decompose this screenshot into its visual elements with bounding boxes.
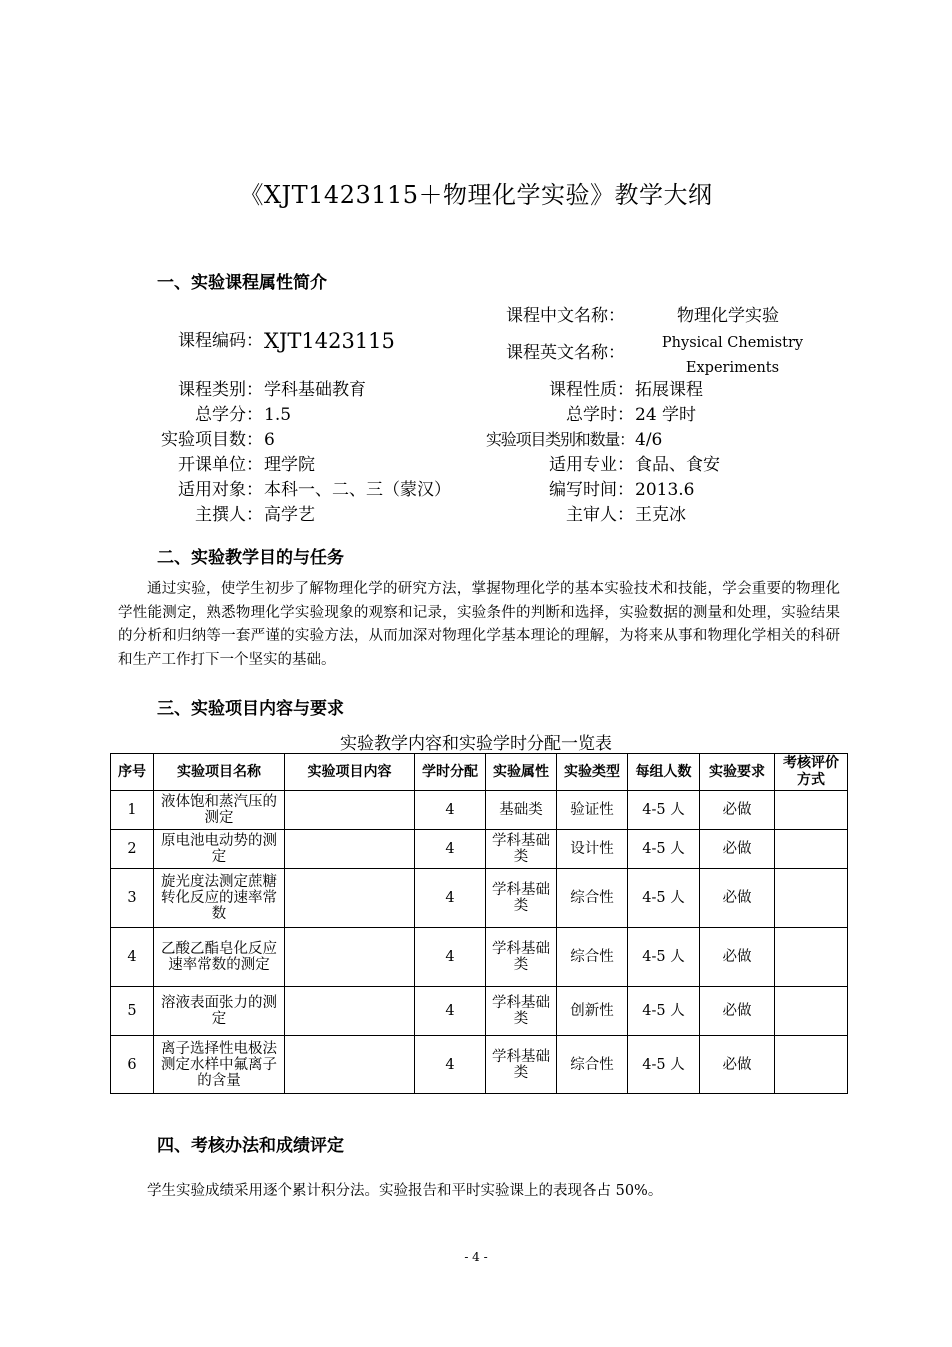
cn-name-label: 课程中文名称： [506, 306, 625, 326]
cell-group-size: 4-5 人 [628, 869, 700, 928]
cell-name: 乙酸乙酯皂化反应速率常数的测定 [154, 928, 285, 987]
credits-label: 总学分： [195, 405, 263, 425]
objective-text: 通过实验，使学生初步了解物理化学的研究方法，掌握物理化学的基本实验技术和技能，学会重要的物理化学性能测定，熟悉物理化学实验现象的观察和记录，实验条件的判断和选择，实验数据的测量和处理，实验结果的分析和归纳等一套严谨的实验方法，从而加深对物理化学基本理论的理解，为将来从事和物理化学相关的科研和生产工作打下一个坚实的基础。 [118, 581, 840, 668]
section-1-heading: 一、实验课程属性简介 [157, 273, 327, 293]
cell-requirement: 必做 [700, 791, 775, 830]
cell-hours: 4 [415, 791, 486, 830]
cell-type: 创新性 [557, 987, 628, 1036]
cell-index: 2 [111, 830, 154, 869]
cell-group-size: 4-5 人 [628, 830, 700, 869]
project-types-value: 4/6 [635, 430, 663, 450]
reviewer-label: 主审人： [566, 505, 634, 525]
cell-requirement: 必做 [700, 869, 775, 928]
cell-hours: 4 [415, 928, 486, 987]
hours-label: 总学时： [566, 405, 634, 425]
nature-label: 课程性质： [549, 380, 634, 400]
section-3-heading: 三、实验项目内容与要求 [157, 699, 344, 719]
experiment-table [110, 753, 848, 1094]
cell-assessment [775, 928, 848, 987]
en-name-line1: Physical Chemistry [661, 335, 804, 351]
cell-name: 离子选择性电极法测定水样中氟离子的含量 [154, 1036, 285, 1094]
projects-label: 实验项目数： [161, 430, 263, 450]
credits-value: 1.5 [264, 405, 292, 425]
en-name-line2: Experiments [685, 360, 780, 376]
cn-name-value: 物理化学实验 [677, 306, 779, 326]
nature-value: 拓展课程 [635, 380, 703, 400]
header-cell: 实验要求 [700, 754, 775, 791]
page-number: - 4 - [464, 1250, 488, 1264]
cell-assessment [775, 830, 848, 869]
table-row [111, 987, 848, 1036]
table-caption: 实验教学内容和实验学时分配一览表 [340, 734, 612, 754]
author-label: 主撰人： [195, 505, 263, 525]
date-label: 编写时间： [549, 480, 634, 500]
cell-name: 溶液表面张力的测定 [154, 987, 285, 1036]
document-title: 《XJT1423115＋物理化学实验》教学大纲 [239, 181, 713, 209]
en-name-value [640, 331, 825, 381]
cell-content [285, 1036, 415, 1094]
category-label: 课程类别： [178, 380, 263, 400]
cell-index: 4 [111, 928, 154, 987]
cell-assessment [775, 1036, 848, 1094]
cell-name: 旋光度法测定蔗糖转化反应的速率常数 [154, 869, 285, 928]
table-row [111, 830, 848, 869]
cell-group-size: 4-5 人 [628, 987, 700, 1036]
cell-attribute: 学科基础类 [486, 830, 557, 869]
cell-group-size: 4-5 人 [628, 928, 700, 987]
cell-attribute: 学科基础类 [486, 987, 557, 1036]
cell-requirement: 必做 [700, 830, 775, 869]
cell-type: 综合性 [557, 1036, 628, 1094]
author-value: 高学艺 [264, 505, 315, 525]
cell-type: 设计性 [557, 830, 628, 869]
header-cell: 实验项目名称 [154, 754, 285, 791]
code-label: 课程编码： [178, 331, 263, 351]
table-row [111, 869, 848, 928]
category-value: 学科基础教育 [264, 380, 366, 400]
cell-requirement: 必做 [700, 1036, 775, 1094]
date-value: 2013.6 [635, 480, 695, 500]
cell-assessment [775, 987, 848, 1036]
header-cell: 考核评价方式 [775, 754, 848, 791]
target-label: 适用对象： [178, 480, 263, 500]
cell-name: 原电池电动势的测定 [154, 830, 285, 869]
en-name-label: 课程英文名称： [506, 343, 625, 363]
cell-assessment [775, 869, 848, 928]
header-cell: 实验属性 [486, 754, 557, 791]
cell-attribute: 学科基础类 [486, 869, 557, 928]
target-value: 本科一、二、三（蒙汉） [264, 480, 451, 500]
assessment-text: 学生实验成绩采用逐个累计积分法。实验报告和平时实验课上的表现各占 50%。 [147, 1183, 663, 1199]
cell-hours: 4 [415, 869, 486, 928]
cell-hours: 4 [415, 1036, 486, 1094]
table-row [111, 928, 848, 987]
section-2-heading: 二、实验教学目的与任务 [157, 548, 344, 568]
section-4-heading: 四、考核办法和成绩评定 [157, 1136, 344, 1156]
cell-content [285, 791, 415, 830]
header-cell: 每组人数 [628, 754, 700, 791]
dept-value: 理学院 [264, 455, 315, 475]
project-types-label: 实验项目类别和数量： [485, 430, 634, 449]
major-value: 食品、食安 [635, 455, 720, 475]
major-label: 适用专业： [549, 455, 634, 475]
cell-type: 综合性 [557, 928, 628, 987]
cell-requirement: 必做 [700, 928, 775, 987]
code-value: XJT1423115 [264, 329, 395, 353]
hours-value: 24 学时 [635, 405, 697, 425]
cell-group-size: 4-5 人 [628, 1036, 700, 1094]
cell-index: 6 [111, 1036, 154, 1094]
cell-content [285, 987, 415, 1036]
header-cell: 实验项目内容 [285, 754, 415, 791]
cell-content [285, 928, 415, 987]
cell-assessment [775, 791, 848, 830]
cell-attribute: 学科基础类 [486, 1036, 557, 1094]
cell-type: 验证性 [557, 791, 628, 830]
cell-name: 液体饱和蒸汽压的测定 [154, 791, 285, 830]
table-row [111, 791, 848, 830]
cell-content [285, 869, 415, 928]
cell-type: 综合性 [557, 869, 628, 928]
cell-attribute: 学科基础类 [486, 928, 557, 987]
cell-attribute: 基础类 [486, 791, 557, 830]
table-row [111, 1036, 848, 1094]
dept-label: 开课单位： [178, 455, 263, 475]
header-cell: 序号 [111, 754, 154, 791]
header-cell: 实验类型 [557, 754, 628, 791]
cell-index: 5 [111, 987, 154, 1036]
table-header-row [111, 754, 848, 791]
cell-content [285, 830, 415, 869]
section-4-paragraph [118, 1180, 840, 1204]
cell-index: 1 [111, 791, 154, 830]
cell-requirement: 必做 [700, 987, 775, 1036]
cell-hours: 4 [415, 830, 486, 869]
cell-hours: 4 [415, 987, 486, 1036]
projects-value: 6 [264, 430, 275, 450]
cell-group-size: 4-5 人 [628, 791, 700, 830]
section-2-paragraph [118, 578, 840, 672]
header-cell: 学时分配 [415, 754, 486, 791]
reviewer-value: 王克冰 [635, 505, 686, 525]
cell-index: 3 [111, 869, 154, 928]
